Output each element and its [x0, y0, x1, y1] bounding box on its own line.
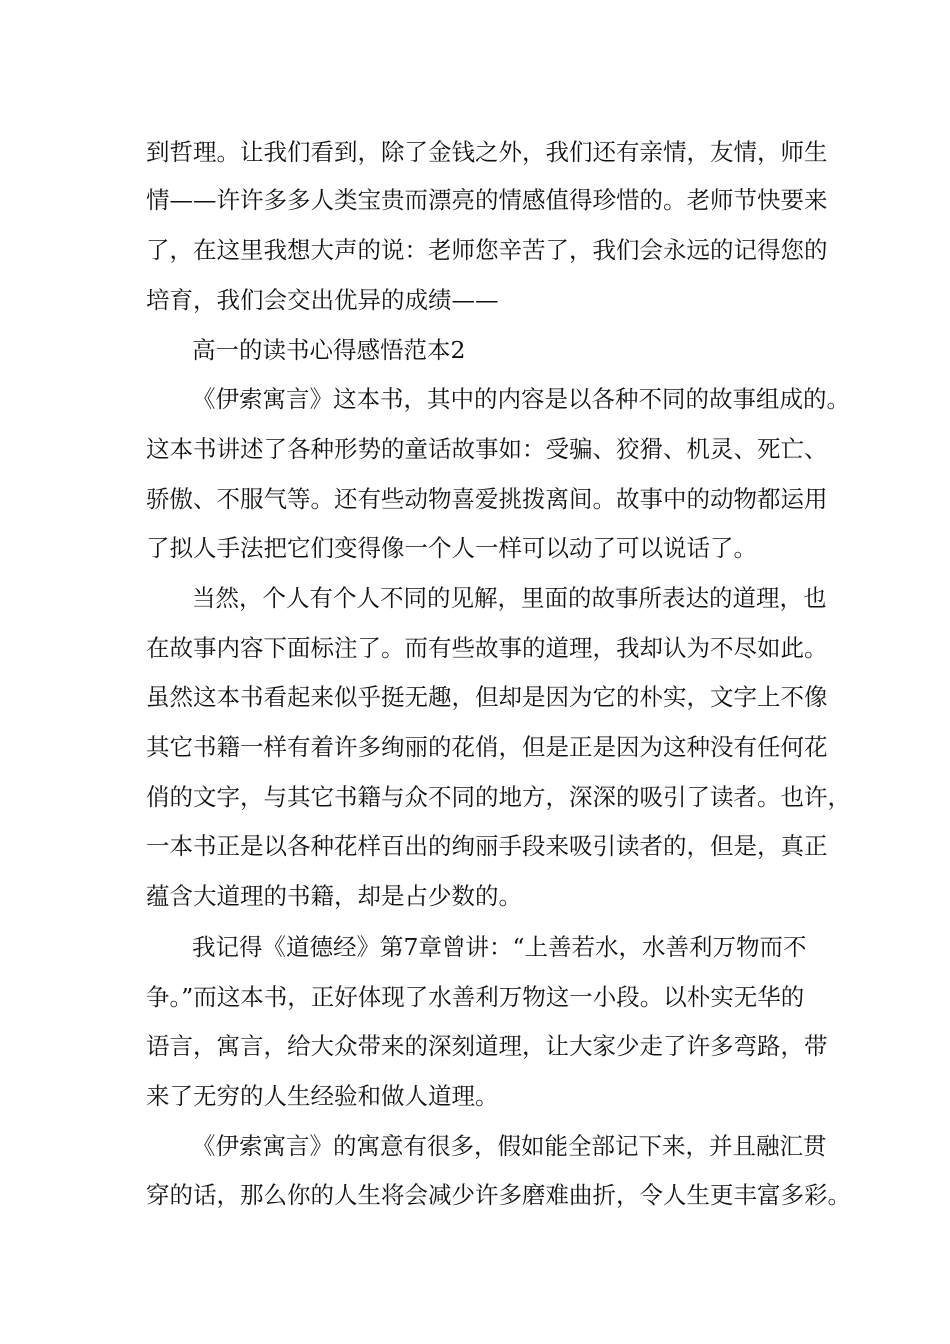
text-line: 培育，我们会交出优异的成绩—— [146, 286, 499, 314]
text-line: 《伊索寓言》这本书，其中的内容是以各种不同的故事组成的。 [192, 385, 850, 413]
text-line: 在故事内容下面标注了。而有些故事的道理，我却认为不尽如此。 [146, 634, 828, 662]
text-line: 这本书讲述了各种形势的童话故事如：受骗、狡猾、机灵、死亡、 [146, 435, 828, 463]
text-line: 一本书正是以各种花样百出的绚丽手段来吸引读者的，但是，真正 [146, 832, 828, 860]
text-line: 我记得《道德经》第7章曾讲：“上善若水，水善利万物而不 [192, 933, 807, 961]
section-heading: 高一的读书心得感悟范本2 [192, 336, 466, 364]
text-line: 当然，个人有个人不同的见解，里面的故事所表达的道理，也 [192, 584, 827, 612]
text-line: 了拟人手法把它们变得像一个人一样可以动了可以说话了。 [146, 534, 757, 562]
text-line: 争。”而这本书，正好体现了水善利万物这一小段。以朴实无华的 [146, 983, 805, 1011]
text-line: 情——许许多多人类宝贵而漂亮的情感值得珍惜的。老师节快要来 [146, 186, 828, 214]
text-line: 蕴含大道理的书籍，却是占少数的。 [146, 882, 522, 910]
text-line: 虽然这本书看起来似乎挺无趣，但却是因为它的朴实，文字上不像 [146, 683, 828, 711]
text-line: 来了无穷的人生经验和做人道理。 [146, 1082, 499, 1110]
text-line: 其它书籍一样有着许多绚丽的花俏，但是正是因为这种没有任何花 [146, 733, 828, 761]
text-line: 了，在这里我想大声的说：老师您辛苦了，我们会永远的记得您的 [146, 236, 828, 264]
text-line: 俏的文字，与其它书籍与众不同的地方，深深的吸引了读者。也许， [146, 783, 851, 811]
text-line: 穿的话，那么你的人生将会减少许多磨难曲折，令人生更丰富多彩。 [146, 1181, 851, 1209]
text-line: 到哲理。让我们看到，除了金钱之外，我们还有亲情，友情，师生 [146, 138, 828, 166]
text-line: 骄傲、不服气等。还有些动物喜爱挑拨离间。故事中的动物都运用 [146, 485, 828, 513]
text-line: 《伊索寓言》的寓意有很多，假如能全部记下来，并且融汇贯 [192, 1132, 827, 1160]
text-line: 语言，寓言，给大众带来的深刻道理，让大家少走了许多弯路，带 [146, 1032, 828, 1060]
